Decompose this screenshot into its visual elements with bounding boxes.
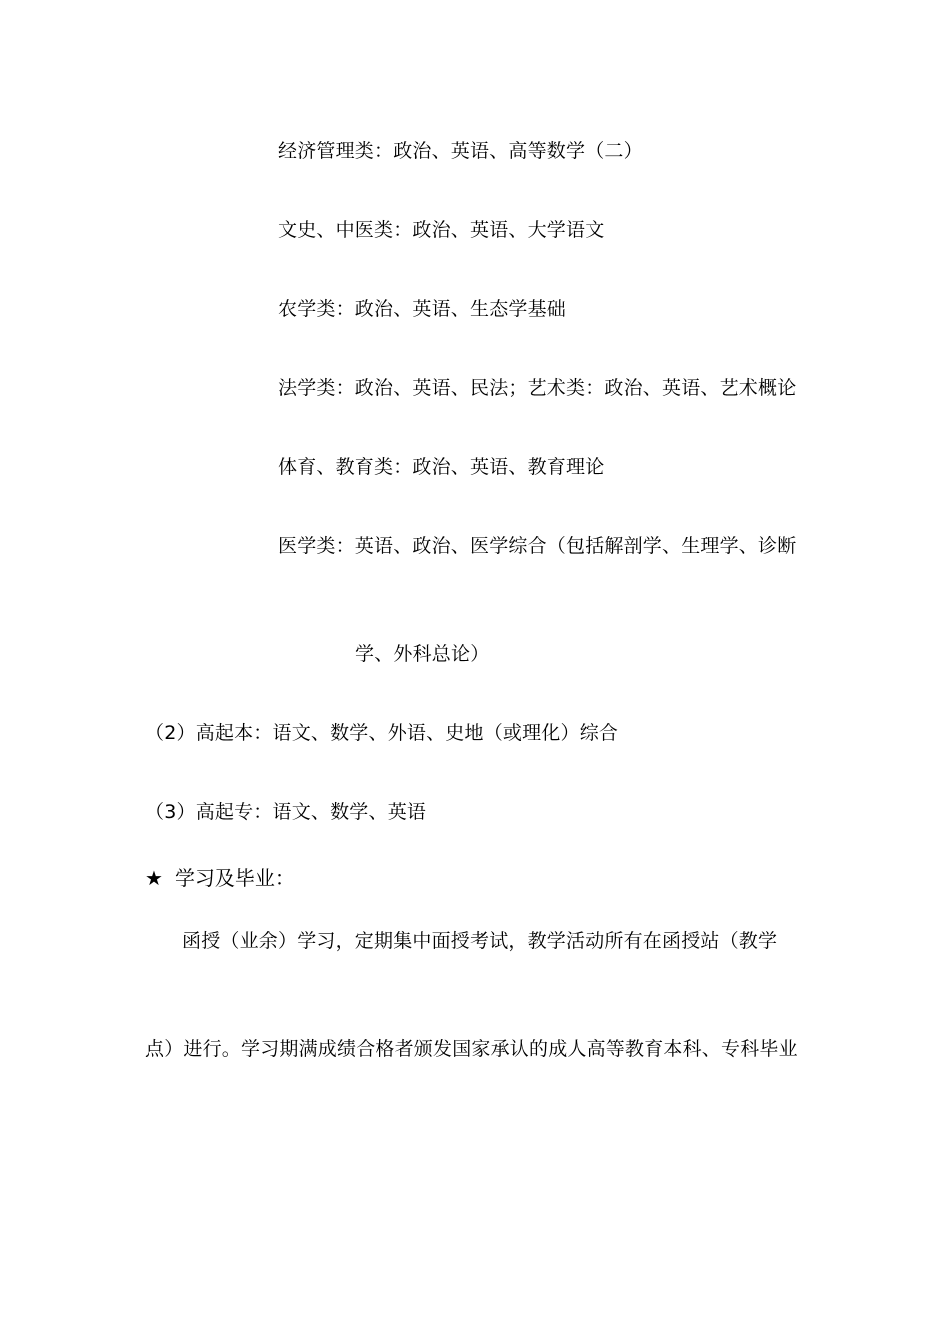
subject-line-agriculture: 农学类：政治、英语、生态学基础 (278, 298, 567, 320)
subject-line-economics: 经济管理类：政治、英语、高等数学（二） (278, 140, 643, 162)
paragraph-line: 点）进行。学习期满成绩合格者颁发国家承认的成人高等教育本科、专科毕业 (145, 1038, 798, 1060)
subject-line-medicine: 医学类：英语、政治、医学综合（包括解剖学、生理学、诊断 (278, 535, 797, 557)
subject-line-law-arts: 法学类：政治、英语、民法；艺术类：政治、英语、艺术概论 (278, 377, 797, 399)
star-icon: ★ (145, 866, 163, 890)
high-to-associate-line: （3）高起专：语文、数学、英语 (145, 801, 427, 823)
subject-line-humanities: 文史、中医类：政治、英语、大学语文 (278, 219, 605, 241)
section-heading (145, 865, 295, 891)
paragraph-line: 函授（业余）学习，定期集中面授考试，教学活动所有在函授站（教学 (182, 930, 778, 952)
subject-line-sports-education: 体育、教育类：政治、英语、教育理论 (278, 456, 605, 478)
high-to-bachelor-line: （2）高起本：语文、数学、外语、史地（或理化）综合 (145, 722, 619, 744)
subject-line-medicine-continued: 学、外科总论） (355, 643, 490, 665)
section-heading-title: 学习及毕业： (174, 866, 295, 890)
